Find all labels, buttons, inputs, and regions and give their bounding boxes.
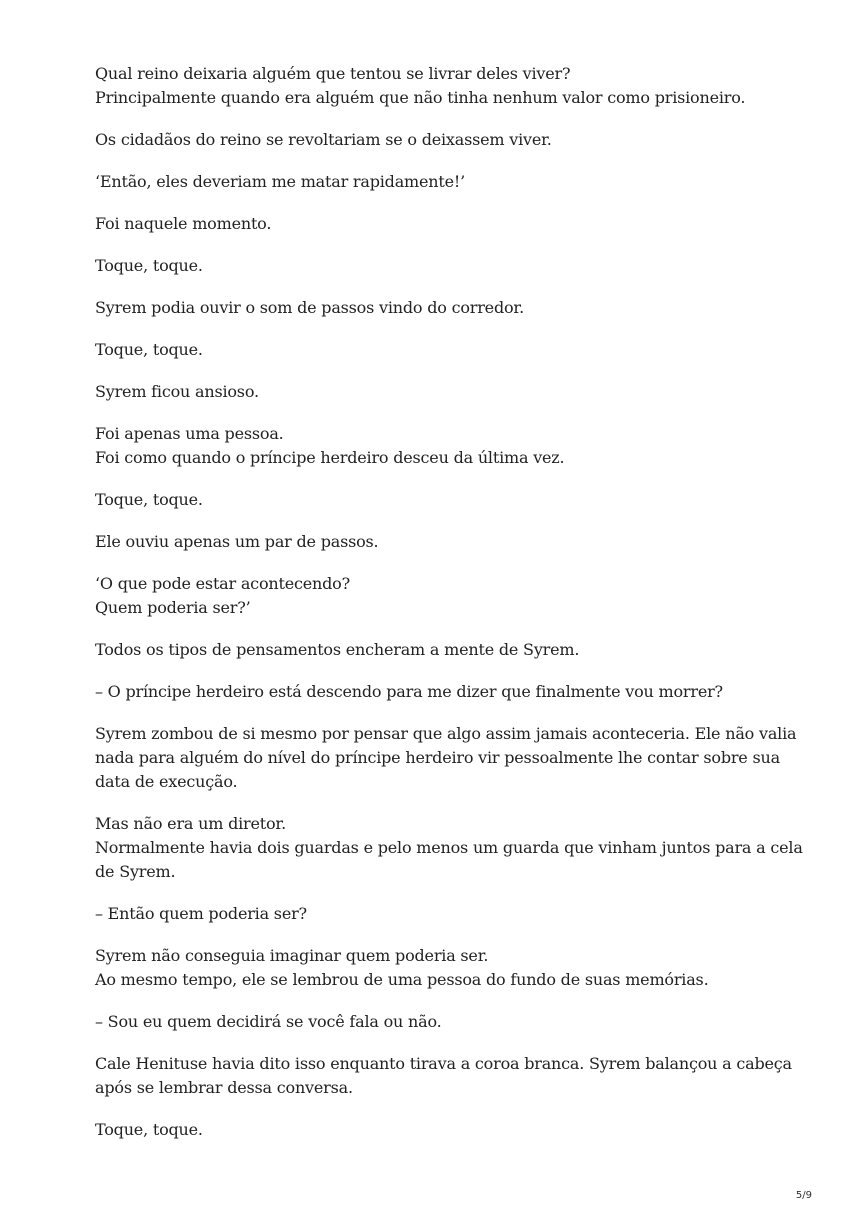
paragraph <box>95 62 795 110</box>
paragraph <box>95 944 795 992</box>
paragraph <box>95 170 795 194</box>
text-line: Quem poderia ser?’ <box>95 598 251 617</box>
text-line: Foi como quando o príncipe herdeiro desceu da última vez. <box>95 448 565 467</box>
text-line: Mas não era um diretor. <box>95 814 287 833</box>
paragraph <box>95 1118 795 1142</box>
text-line: Todos os tipos de pensamentos encheram a mente de Syrem. <box>95 640 580 659</box>
paragraph <box>95 212 795 236</box>
text-line: Principalmente quando era alguém que não tinha nenhum valor como prisioneiro. <box>95 88 746 107</box>
text-line: – Então quem poderia ser? <box>95 904 307 923</box>
paragraph <box>95 254 795 278</box>
text-line: Os cidadãos do reino se revoltariam se o deixassem viver. <box>95 130 552 149</box>
text-line: Ao mesmo tempo, ele se lembrou de uma pessoa do fundo de suas memórias. <box>95 970 709 989</box>
text-line: – Sou eu quem decidirá se você fala ou não. <box>95 1012 442 1031</box>
text-line: Toque, toque. <box>95 340 203 359</box>
text-line: de Syrem. <box>95 862 176 881</box>
text-line: Ele ouviu apenas um par de passos. <box>95 532 379 551</box>
paragraph <box>95 530 795 554</box>
text-line: ‘Então, eles deveriam me matar rapidamente!’ <box>95 172 466 191</box>
text-line: – O príncipe herdeiro está descendo para me dizer que finalmente vou morrer? <box>95 682 723 701</box>
paragraph <box>95 902 795 926</box>
paragraph <box>95 380 795 404</box>
text-line: Syrem ficou ansioso. <box>95 382 259 401</box>
text-line: Toque, toque. <box>95 490 203 509</box>
text-line: após se lembrar dessa conversa. <box>95 1078 353 1097</box>
text-line: nada para alguém do nível do príncipe herdeiro vir pessoalmente lhe contar sobre sua <box>95 748 780 767</box>
paragraph <box>95 638 795 662</box>
text-line: data de execução. <box>95 772 238 791</box>
paragraph <box>95 296 795 320</box>
paragraph <box>95 488 795 512</box>
text-line: Toque, toque. <box>95 256 203 275</box>
paragraph <box>95 1052 795 1100</box>
paragraph <box>95 680 795 704</box>
text-line: Cale Henituse havia dito isso enquanto tirava a coroa branca. Syrem balançou a cabeça <box>95 1054 792 1073</box>
paragraph <box>95 1010 795 1034</box>
text-line: Foi apenas uma pessoa. <box>95 424 284 443</box>
paragraph <box>95 338 795 362</box>
text-line: Syrem zombou de si mesmo por pensar que algo assim jamais aconteceria. Ele não valia <box>95 724 797 743</box>
paragraph <box>95 128 795 152</box>
text-line: ‘O que pode estar acontecendo? <box>95 574 350 593</box>
text-line: Toque, toque. <box>95 1120 203 1139</box>
text-line: Normalmente havia dois guardas e pelo menos um guarda que vinham juntos para a cela <box>95 838 803 857</box>
text-line: Syrem não conseguia imaginar quem poderia ser. <box>95 946 489 965</box>
text-line: Syrem podia ouvir o som de passos vindo do corredor. <box>95 298 525 317</box>
text-line: Foi naquele momento. <box>95 214 272 233</box>
document-body <box>95 62 803 1160</box>
text-line: Qual reino deixaria alguém que tentou se livrar deles viver? <box>95 64 571 83</box>
paragraph <box>95 422 795 470</box>
paragraph <box>95 812 803 884</box>
paragraph <box>95 572 795 620</box>
paragraph <box>95 722 795 794</box>
page-number: 5/9 <box>795 1190 812 1201</box>
